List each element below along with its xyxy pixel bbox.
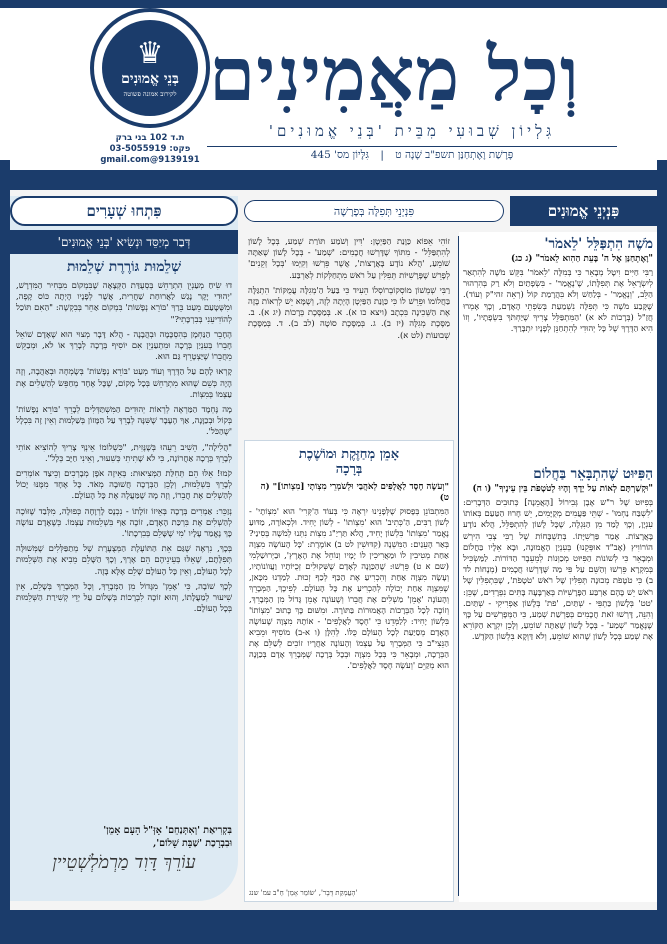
middle-column bbox=[244, 232, 454, 902]
editor-paragraph: הֶחָבֵר הַנַּחְמָן בְּהִסְכָּמָה וּבְהֲבָנָה - הֲלֹא דָּבָר מְצוּי הוּא שֶׁאָדָם שׁוֹאֵל חָבֵרוֹ בְּעִנְיַן בְּרָכָה וּמִתְעַנְיֵן אִם יוֹסִיף בְּרָכָה לְבָרֵךְ אוֹ לֹא, וּמְבַקֵּשׁ מֵחֲבֵרוֹ שֶׁיַּצְטָרֵף גַּם הוּא. bbox=[16, 328, 232, 362]
editor-paragraph: נְזַכֵּר: אַמְרִים בְּרָכָה בְּאֵיזוֹ זוֹלָתוֹ - נִכְנָס לָרְוָחָה כְּפוּלָה, מִלְּבַד שֶׁזּוֹכֶה לְהַשְׁלִים אֶת בִּרְכַּת הָאָדָם, זוֹכֶה אַף בִּשְׁלֵמוּת עַצְמוֹ. כְּשֶׁאָדָם עוֹשֶׂה כָּךְ נֶאֱמַר עָלָיו 'מִי שֶׁשָּׁלֵם בְּבִרְכָתוֹ'. bbox=[16, 505, 232, 539]
issue-number: גִּלָּיוֹן מס' 445 bbox=[310, 149, 370, 161]
amen-box bbox=[244, 440, 454, 902]
issue-line bbox=[207, 146, 617, 161]
article-title: הַפִּיּוּט שֶׁהִתְבָּאֵר בַּחֲלוֹם bbox=[533, 466, 653, 482]
footnote: 'הָעֲמָקַת דָּבָר', 'שׂוֹמֵר אָמֵן' חֵ"ב עמ' שנג bbox=[249, 889, 358, 897]
editor-paragraph: לְכָךְ שׁוֹבָה, כִּי 'אָמֵן' מִגָּדוֹל מִן הַמְּבָרֵךְ, וְכָל הַמְּבָרֵךְ בְּשָׁלֵם, אֵין שִׁיעוּר לְמַעֲלָתוֹ, וְהוּא זוֹכֶה לִבְרָכוֹת בְּשָׁלוֹם עַל יְדֵי קְשִׁירַת הַשְּׁלֵמוּת בְּכָל הָעוֹלָם. bbox=[16, 580, 232, 614]
contact-email: 9139191@gmail.com bbox=[100, 155, 200, 165]
right-column bbox=[459, 232, 657, 902]
editor-signature: עוֹרֵךְ דָּוִד מַרְמֹלְשְׁטֵיין bbox=[52, 852, 196, 873]
left-border bbox=[0, 160, 10, 910]
header bbox=[0, 0, 667, 170]
editor-paragraph: בְּכָךְ, נִרְאֶה שֶׁגַּם אֵת הַתּוֹעֶלֶת הַמְּצֻעֶרֶת שֶׁל מְתַפַּלְּלִים שֶׁמְּשׁוּלֶּה תְּפִלָּתָם, שֶׁאֵלּוּ בְּעֵינֵיהֶם הֵם אֶרֶךְ, וְכָךְ הַשָּׁלֵם מֵבִיא אֶת הַשְּׁלֵמוּת לְכָל הָעוֹלָם, וְאֵין כָּל הָעוֹלָם שָׁלֵם אֶלָּא בָּזֶה. bbox=[16, 543, 232, 576]
contact-fax: פקס: 03-5055919 bbox=[109, 144, 191, 154]
amen-box-body: הַמִּתְבּוֹנֵן בְּפָסוּק שֶׁלְּפָנֵינוּ יִרְאֶה כִּי בְּעוֹד הַ'קְּרִי' הוּא 'מִצְוֹתָי' - לְשׁוֹן רַבִּים, הַ'כְּתִיב' הוּא 'מִצְוֹתוֹ' - לְשׁוֹן יָחִיד. וּלְכְאוֹרָה, מַדּוּעַ נֶאֱמַר 'מִצְוֹתוֹ' בִּלְשׁוֹן יָחִיד, הֲלֹא תַּרְיַ"ג מִצְוֹת נִתְּנוּ לְמֹשֶׁה בְּסִינַי? בְּאַר הָעֵנַיִם: הַמִּשְׁנָה (קִדּוּשִׁין לט ב) אוֹמֶרֶת: 'כָּל הָעוֹשֶׂה מִצְוָה אַחַת מְטִיבִין לוֹ וּמַאֲרִיכִין לוֹ יָמָיו וְנוֹחֵל אֶת הָאָרֶץ', וּבַיְרוּשַׁלְמִי (שם א ט) פֵּרְשׁוּ: שֶׁהַכַּוָּנָה לְאָדָם שֶׁשְּׁקוּלִים זְכֻיּוֹתָיו וַעֲווֹנוֹתָיו, וְעָשָׂה מִצְוָה אַחַת וְהִכְרִיעַ אֶת הַכַּף לְכַף זְכוּת. לְמַדְנוּ מִכָּאן, שֶׁמִּצְוָה אַחַת יְכוֹלָה לְהַכְרִיעַ אֶת כָּל הָעוֹלָם. לְפִיכָךְ, הַמְּבָרֵךְ וְהָעוֹנֶה 'אָמֵן' מַשְׁלִים אֶת חֲבֵרוֹ וְשֶׁעוֹנֶה אָמֵן גָּדוֹל מִן הַמְּבָרֵךְ, וְזוֹכֶה לְכָל הַבְּרָכוֹת הָאֲמוּרוֹת בַּתּוֹרָה. וּמִשּׁוּם כָּךְ כָּתוּב 'מִצְוֹתוֹ' בִּלְשׁוֹן יָחִיד: לְלַמְּדֵנוּ כִּי 'חֶסֶד לַאֲלָפִים' - אוֹתָהּ מִצְוָה שֶׁעוֹשֶׂה הָאָדָם מְסַיַּעַת לְכָל הָעוֹלָם כֻּלּוֹ. לְהִלָּן (ו א-ב) מוֹסִיף וּמֵבִיא הַנֵּצִי"ב כִּי הַמְּבָרֵךְ עַל עַצְמוֹ וְהָעוֹנֶה אַחֲרָיו זוֹכִים לְשַׁלֵּם אֶת הַבְּרָכָה, וּמְבָאֵר כִּי בְּכָל מִצְוָה וּבְכָל בְּרָכָה שֶׁמְּבָרֵךְ אָדָם בְּכַוָּנָה הוּא מְקַיֵּם 'וְעֹשֶׂה חֶסֶד לַאֲלָפִים'. bbox=[249, 506, 449, 670]
logo bbox=[90, 8, 210, 128]
logo-subtitle: לקירוב אמונה פשוטה bbox=[123, 89, 177, 98]
editor-column-heading: פִּתְחוּ שְׁעָרִים bbox=[10, 196, 238, 226]
column-divider bbox=[458, 236, 459, 896]
editor-closing-line: וּבִבְרָכַת 'שַׁבָּת שָׁלוֹם', bbox=[152, 838, 232, 849]
crown-icon: ♛ bbox=[136, 35, 164, 71]
editor-paragraph: דוּ שִׂיחַ מְעַנְיֵן הִתְרַחֵשׁ בְּסְעֻדַּת הַקְּצָאָה שֶׁבִּמְקוֹם מִבְּחִיר הַמִּדְרָשׁ, 'יְהוּדִי יָקָר נָגַשׁ לַאֲרוּחַת שַׁחֲרִית, אֲשֶׁר לְפָנָיו הָיְתָה כּוֹס קָפֶה, וּמִשֶּׁטָּעַם מֵעַט בֵּרַךְ 'בּוֹרֵא נְפָשׁוֹת' בִּמְקוֹם אַחֵר בְּבִקְשָׁה: "הַאִם תּוֹכַל לְהוֹדִיעֵנִי בְּבִרְכָּתִי?" bbox=[16, 280, 232, 324]
article-quote: "וּקְשַׁרְתָּם לְאוֹת עַל יָדֶךָ וְהָיוּ לְטֹטָפֹת בֵּין עֵינֶיךָ" (ו ח) bbox=[472, 484, 653, 494]
editor-paragraph: "הֲלִילָה", הֵשִׁיב רֵעֵהוּ בְּשֶׁנֶּזִית, "כִּשְׁלוֹמוֹ אֵינְךָ צָרִיךְ לְהוֹצִיא אוֹתִי לְבָרֵךְ בְּרָכָה אַחֲרוֹנָה, כִּי לֹא שָׁתִיתִי כְּשִׁעוּר, וְאֵינִי חַיָּב כְּלָל". bbox=[16, 441, 232, 463]
article-piyut bbox=[459, 466, 657, 902]
amen-box-title: אָמֵן מְחַזֶּקֶת וּמוֹשֶׁכֶת בְּרָכָה bbox=[298, 447, 400, 477]
article-body: רַבִּי חַיִּים וִיטָל מְבָאֵר כִּי בְּמִלָּה 'לֵאמֹר' בִּקֵּשׁ מֹשֶׁה לְהִתְאַר לְיִשְׂרָאֵל אֶת תְּפִלָּתוֹ, שֶׁ'נֶאֱמַר' - בִּשְׂפָתַיִם וְלֹא רַק בְּהִרְהוּר הַלֵּב, 'וְנֶאֱמַר' - בְּלַחַשׁ וְלֹא בִּהֲרָמַת קוֹל (רְאֵה זהי"ק וְעוֹד). שֶׁקָּבַע מֹשֶׁה כִּי תְּפִלָּה נִשְׁמַעַת בְּשִׂפְתֵי הָאָדָם, וְכָךְ אָמְרוּ חֲזַ"ל (בְּרָכוֹת לא א) 'הַמִּתְפַּלֵּל צָרִיךְ שֶׁיַּחְתֹּךְ בִּשְׂפָתָיו', וְזוֹ הִיא הַדֶּרֶךְ שֶׁל כָּל יְהוּדִי לְהִתְחַנֵּן לְפָנָיו יִתְבָּרַךְ. bbox=[463, 267, 653, 334]
section-tab-emunim: פִּנְיְנֵי אֱמוּנִים bbox=[510, 196, 657, 226]
article-body: זוֹהִי אֵפוֹא כַּוָּנַת הַפַּיְטָן: 'דִּין וְשֹׁמַע תּוֹרַת שְׁמַע, בְּכָל לָשׁוֹן לְהִתְפַּלֵּל' - מִתּוֹךְ שֶׁדָּרְשׁוּ חֲכָמִים: 'שְׁמַע' - בְּכָל לָשׁוֹן שֶׁאַתָּה שׁוֹמֵעַ, 'הֲלֹא נוֹדָע בָּאֲרָצוֹת', אֲשֶׁר פֵּרְשׁוּ וְקִיְּמוּ 'בְּכָל זְקֵנִים' לְפָרֵשׁ שֶׁפָּרָשִׁיּוֹת תְּפִלִּין עַל רֹאשׁ מִתְחַלְּקוֹת לְאַרְבַּע. bbox=[248, 236, 450, 280]
article-continuation bbox=[244, 236, 454, 436]
article-moshe bbox=[459, 236, 657, 458]
section-band bbox=[244, 196, 657, 226]
contact-info bbox=[90, 133, 210, 166]
right-border bbox=[657, 160, 667, 910]
parsha-label: פָּרָשַׁת וָאֶתְחַנַּן תשפ"ב שָׁנָה ט bbox=[395, 149, 514, 161]
amen-box-quote: "וְעֹשֶׂה חֶסֶד לַאֲלָפִים לְאֹהֲבַי וּלְשֹׁמְרֵי מִצְוֹתָי [מִצְוֹתוֹ]" (ה ט) bbox=[260, 482, 449, 503]
editor-column-subheading: דְּבַר מְיַסֵּד וּנְשִׂיא 'בְּנֵי אֱמוּנִים' bbox=[10, 230, 238, 254]
editor-article-body bbox=[16, 280, 232, 820]
header-top-band bbox=[0, 0, 667, 8]
section-tab-tefila: פִּנְיְנֵי תְּפִלָּה בְּפָרָשָׁה bbox=[244, 200, 504, 222]
footer-band bbox=[0, 910, 667, 944]
editor-article-title: שְׁלֵמוּת גּוֹרֶרֶת שְׁלֵמוּת bbox=[66, 259, 181, 275]
header-bottom-band bbox=[0, 170, 667, 190]
contact-address: ת.ד 102 בני ברק bbox=[115, 133, 185, 143]
article-body: בְּפִיּוּט שֶׁל ר"ש אֶבֶן גְּבִירוֹל [הָאֲמֵנָה] כְּתוּבִים הַדְּבָרִים: 'לִשְׁבַּח נַחְמוּ' - שְׁתֵּי פַּעֲמִים מְקֻיָּמִים, יֵשׁ חָרוּז הַטַּעַם בְּאוֹתוֹ עִנְיָן, וְכָךְ לָמַד מִן הַנִּגְלֶה, שֶׁכָּל לָשׁוֹן לְהִתְפַּלֵּל, הֲלֹא נוֹדָע בָּאֲרָצוֹת. אָמַר פַּרְשִׁיָּתוֹ. בְּתִשְׁבָּחוֹת שֶׁל רַבִּי צְבִי הִירְשׁ הוֹרוֹוִיץ (אָב"ד אוּפְּקֵנוּ) בְּעִנְיַן הָאֱמוּנָה, וּבָא אֵלָיו בַּחֲלוֹם וּמְבָאֵר כִּי לְשׁוֹנוֹת הַפִּיּוּט מְכַוְּנוֹת לְמֵעֵבֶר הַדּוֹרוֹת. לַמַּשְׂכִּיל בְּמִקְרָא פֵּרְשׁוּ וְהַשֵּׁם עַל פִּי מַה שֶּׁדָּרְשׁוּ חֲכָמִים (מְנָחוֹת לד ב) כִּי טֹטָפֹת מְכוּנָה תְּפִלִּין שֶׁל רֹאשׁ 'טֹטָפֹת', שֶׁבִּתְפִלִּין שֶׁל רֹאשׁ יֵשׁ בָּהֶם אַרְבַּע הַפָּרָשִׁיּוֹת בְּאַרְבָּעָה בָּתִּים נִפְרָדִים, שֶׁכֵּן: 'טט' בְּלָשׁוֹן כַּתְפִּי - שְׁתַּיִם, 'פת' בְּלָשׁוֹן אַפְרִיקִי - שְׁתַּיִם. וְהִנֵּה, דָּרְשׁוּ זֹאת חֲכָמִים בְּפַרְשַׁת שְׁמַע, כִּי הַמְּפָרְשִׁים עַל כָּךְ שֶׁנֶּאֱמַר 'שְׁמַע' - בְּכָל לָשׁוֹן שֶׁאַתָּה שׁוֹמֵעַ, וְלָכֵן יִקְרָא הַקּוֹרֵא אֶת שְׁמַע בְּכָל לָשׁוֹן שֶׁהוּא שׁוֹמֵעַ, וְלֹא דַּוְקָא בִּלְשׁוֹן הַקֹּדֶשׁ. bbox=[463, 497, 653, 642]
masthead-title: וְכָל מַאֲמִינִים bbox=[209, 32, 580, 118]
editor-paragraph: מָה נֶּחְמָד הַמַּרְאֶה לְרְאוֹת יְהוּדִים הַמִּשְׁתַּדְּלִים לְבָרֵךְ 'בּוֹרֵא נְפָשׁוֹת' בְּקוֹל וּבְכַוָּנָה, אַךְ הֶעָבָר שֶׁשִּׁנָּה לְבָרֵךְ עַל הַמָּזוֹן בְּשַׁלְמוּת וְאֵין זֶה בִּכְלָל 'שֶׁהַכֹּל'. bbox=[16, 404, 232, 437]
logo-badge bbox=[102, 20, 198, 116]
editor-closing bbox=[16, 824, 232, 850]
article-quote: "וָאֶתְחַנַּן אֶל ה' בָּעֵת הַהִוא לֵאמֹר" (ג כג) bbox=[510, 254, 653, 264]
editor-paragraph: קָרְאוּ לָהֶם עַל הַדֶּרֶךְ וְעוֹד מְעַט 'בּוֹרֵא נְפָשׁוֹת' בְּשָׂמְחָה וּבְאַהֲבָה, וְזֶה הָיָה כְּשֵׁם שֶׁהוּא מִתְרַחֵשׁ בְּכָל מָקוֹם, שֶׁכָּל אֶחָד מְחַפֵּשׂ לְהַשְׁלִים אֶת עַצְמוֹ בְּמִצְוֹת. bbox=[16, 366, 232, 399]
masthead-subtitle: גִּלְיוֹן שְׁבוּעִי מִבֵּית 'בְּנֵי אֱמוּנִים' bbox=[268, 122, 556, 140]
logo-title: בְּנֵי אֱמוּנִים bbox=[121, 70, 179, 87]
issue-separator: | bbox=[380, 149, 384, 161]
article-title: מֹשֶׁה הִתְפַּלֵּל 'לֵאמֹר' bbox=[544, 236, 653, 252]
editor-paragraph: קֹמוּ! אֵלּוּ הֵם תְּחִלַּת הַמְּצִיאוּת: בְּאֵיזֶה אֹפֶן מְבָרְכִים וְכֵיצַד אוֹמְרִים לְבָרֵךְ בִּשְׁלֵמוּת, וְלָכֵן הַבְּרָכָה חֲשׁוּבָה מְאֹד. כָּל אֶחָד מִמֶּנּוּ יָכוֹל לְהַשְׁלִים אֶת חֲבֵרוֹ, וְזֶה מָה שֶׁמַּעֲלֶה אֶת כָּל הָעוֹלָם. bbox=[16, 468, 232, 501]
editor-closing-line: בִּקְרִיאַת 'וְאִתְּנַחֵם' אָזְּ"ל הָעָם אָמֵן' bbox=[103, 825, 232, 836]
article-body: רַבִּי שְׁמְשׁוֹן מוֹסְקוֹבְרוֹסְלוֹ הֵעִיד כִּי בַּעַל הַ'מְגִלָּה עֲמֻקּוֹת' הִתְגַּלָּה בַּחֲלוֹמוֹ וּפֵרֵשׁ לוֹ כִּי כַּוָּנַת הַפַּיְטָן הָיְתָה לְזֶה, וְשֶׁמָּא יֵשׁ לְרְאוֹת בָּזֶה אֶת הַשְּׁכִינָה בִּכְתָב (ויצא כו א). א. בְּמַסֶּכֶת בְּרָכוֹת (יג א). ב. מַסֶּכֶת מְגִלָּה (יז ב). ג. בְּמַסֶּכֶת סוֹטָה (לב ב). ד. בְּמַסֶּכֶת שְׁבוּעוֹת (לט א). bbox=[248, 284, 450, 340]
